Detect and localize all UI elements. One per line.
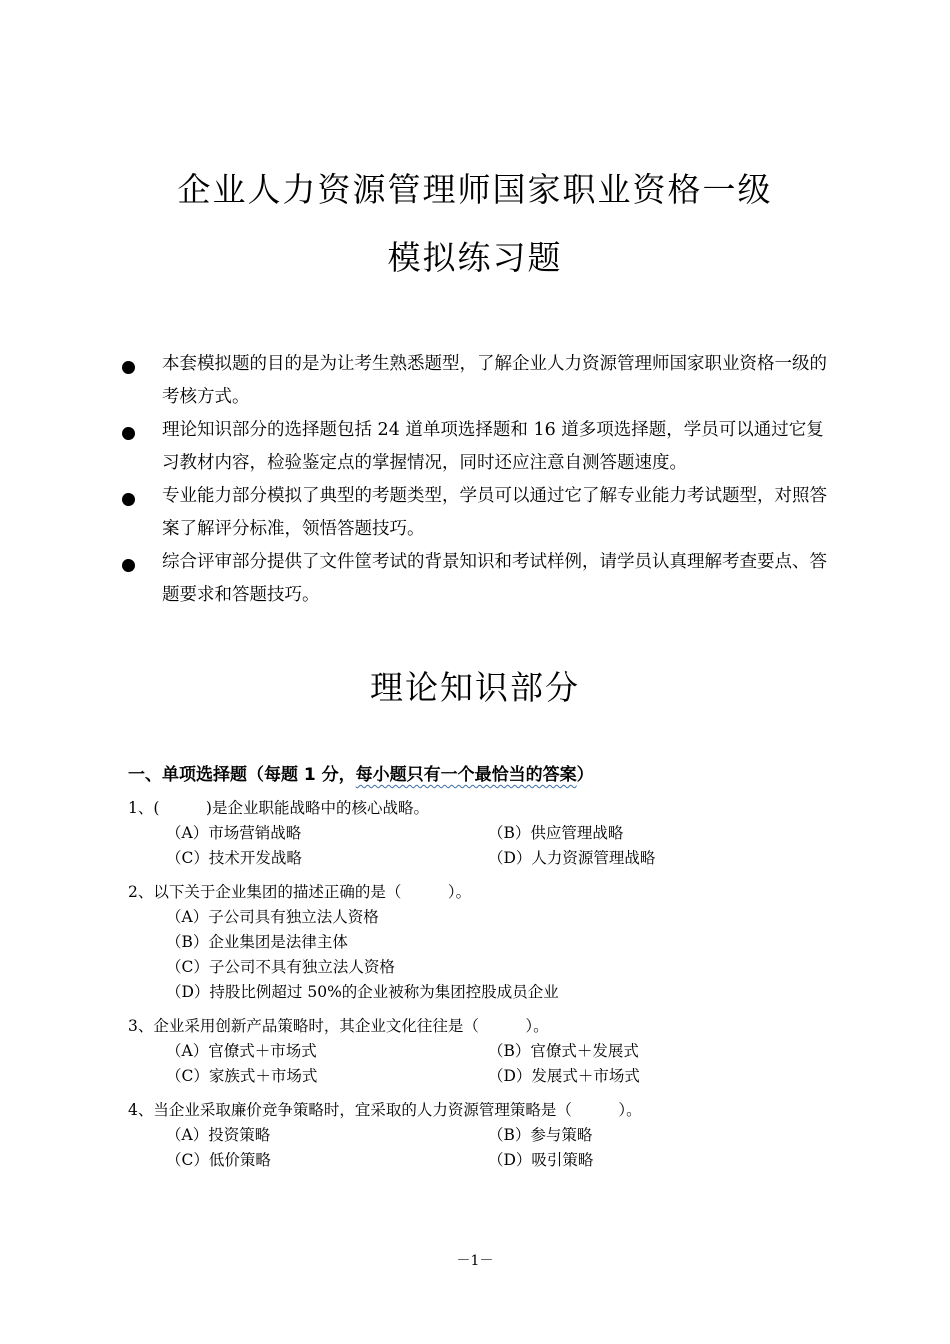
option-b: （B）参与策略 [488,1126,593,1144]
question-stem: 4、当企业采取廉价竞争策略时，宜采取的人力资源管理策略是（ ）。 [128,1101,642,1119]
page-number: －1－ [456,1253,494,1269]
question-stem: 3、企业采用创新产品策略时，其企业文化往往是（ ）。 [128,1017,549,1035]
option-d: （D）持股比例超过 50%的企业被称为集团控股成员企业 [166,983,559,1001]
option-c: （C）低价策略 [166,1151,271,1169]
bullet-dot-icon [122,361,135,374]
document-title-line1: 企业人力资源管理师国家职业资格一级 [177,170,773,209]
subsection-wavy-text: 每小题只有一个最恰当的答案 [355,765,577,785]
option-b: （B）供应管理战略 [488,824,624,842]
bullet-dot-icon [122,427,135,440]
intro-bullet [122,414,832,480]
intro-bullet-text: 理论知识部分的选择题包括 24 道单项选择题和 16 道多项选择题，学员可以通过它复习教材内容，检验鉴定点的掌握情况，同时还应注意自测答题速度。 [162,420,824,473]
option-a: （A）官僚式＋市场式 [166,1042,317,1060]
option-b: （B）官僚式＋发展式 [488,1042,639,1060]
question-4 [128,1098,828,1173]
option-d: （D）发展式＋市场式 [488,1067,640,1085]
section-title: 理论知识部分 [370,668,580,707]
option-d: （D）人力资源管理战略 [488,849,656,867]
intro-bullet [122,546,832,612]
option-c: （C）技术开发战略 [166,849,302,867]
option-b: （B）企业集团是法律主体 [166,933,348,951]
question-options [128,1039,828,1089]
subsection-heading [128,760,594,785]
document-title-line2: 模拟练习题 [387,238,563,277]
question-3 [128,1014,828,1089]
question-options [128,905,828,1005]
subsection-prefix: 一、单项选择题（每题 1 分， [128,765,356,785]
option-a: （A）市场营销战略 [166,824,302,842]
intro-bullet [122,480,832,546]
option-c: （C）家族式＋市场式 [166,1067,318,1085]
intro-bullet-list [122,348,832,612]
bullet-dot-icon [122,493,135,506]
option-d: （D）吸引策略 [488,1151,594,1169]
question-2 [128,880,828,1005]
question-1 [128,796,828,871]
subsection-suffix: ） [576,765,594,785]
option-a: （A）投资策略 [166,1126,271,1144]
question-stem: 1、( )是企业职能战略中的核心战略。 [128,799,429,817]
intro-bullet-text: 综合评审部分提供了文件筐考试的背景知识和考试样例，请学员认真理解考查要点、答题要求和答题技巧。 [162,552,827,605]
question-options [128,1123,828,1173]
intro-bullet-text: 专业能力部分模拟了典型的考题类型，学员可以通过它了解专业能力考试题型，对照答案了解评分标准，领悟答题技巧。 [162,486,827,539]
question-stem: 2、以下关于企业集团的描述正确的是（ ）。 [128,883,472,901]
question-list [128,796,828,1182]
question-options [128,821,828,871]
intro-bullet [122,348,832,414]
intro-bullet-text: 本套模拟题的目的是为让考生熟悉题型，了解企业人力资源管理师国家职业资格一级的考核方式。 [162,354,827,407]
option-a: （A）子公司具有独立法人资格 [166,908,379,926]
option-c: （C）子公司不具有独立法人资格 [166,958,395,976]
bullet-dot-icon [122,559,135,572]
